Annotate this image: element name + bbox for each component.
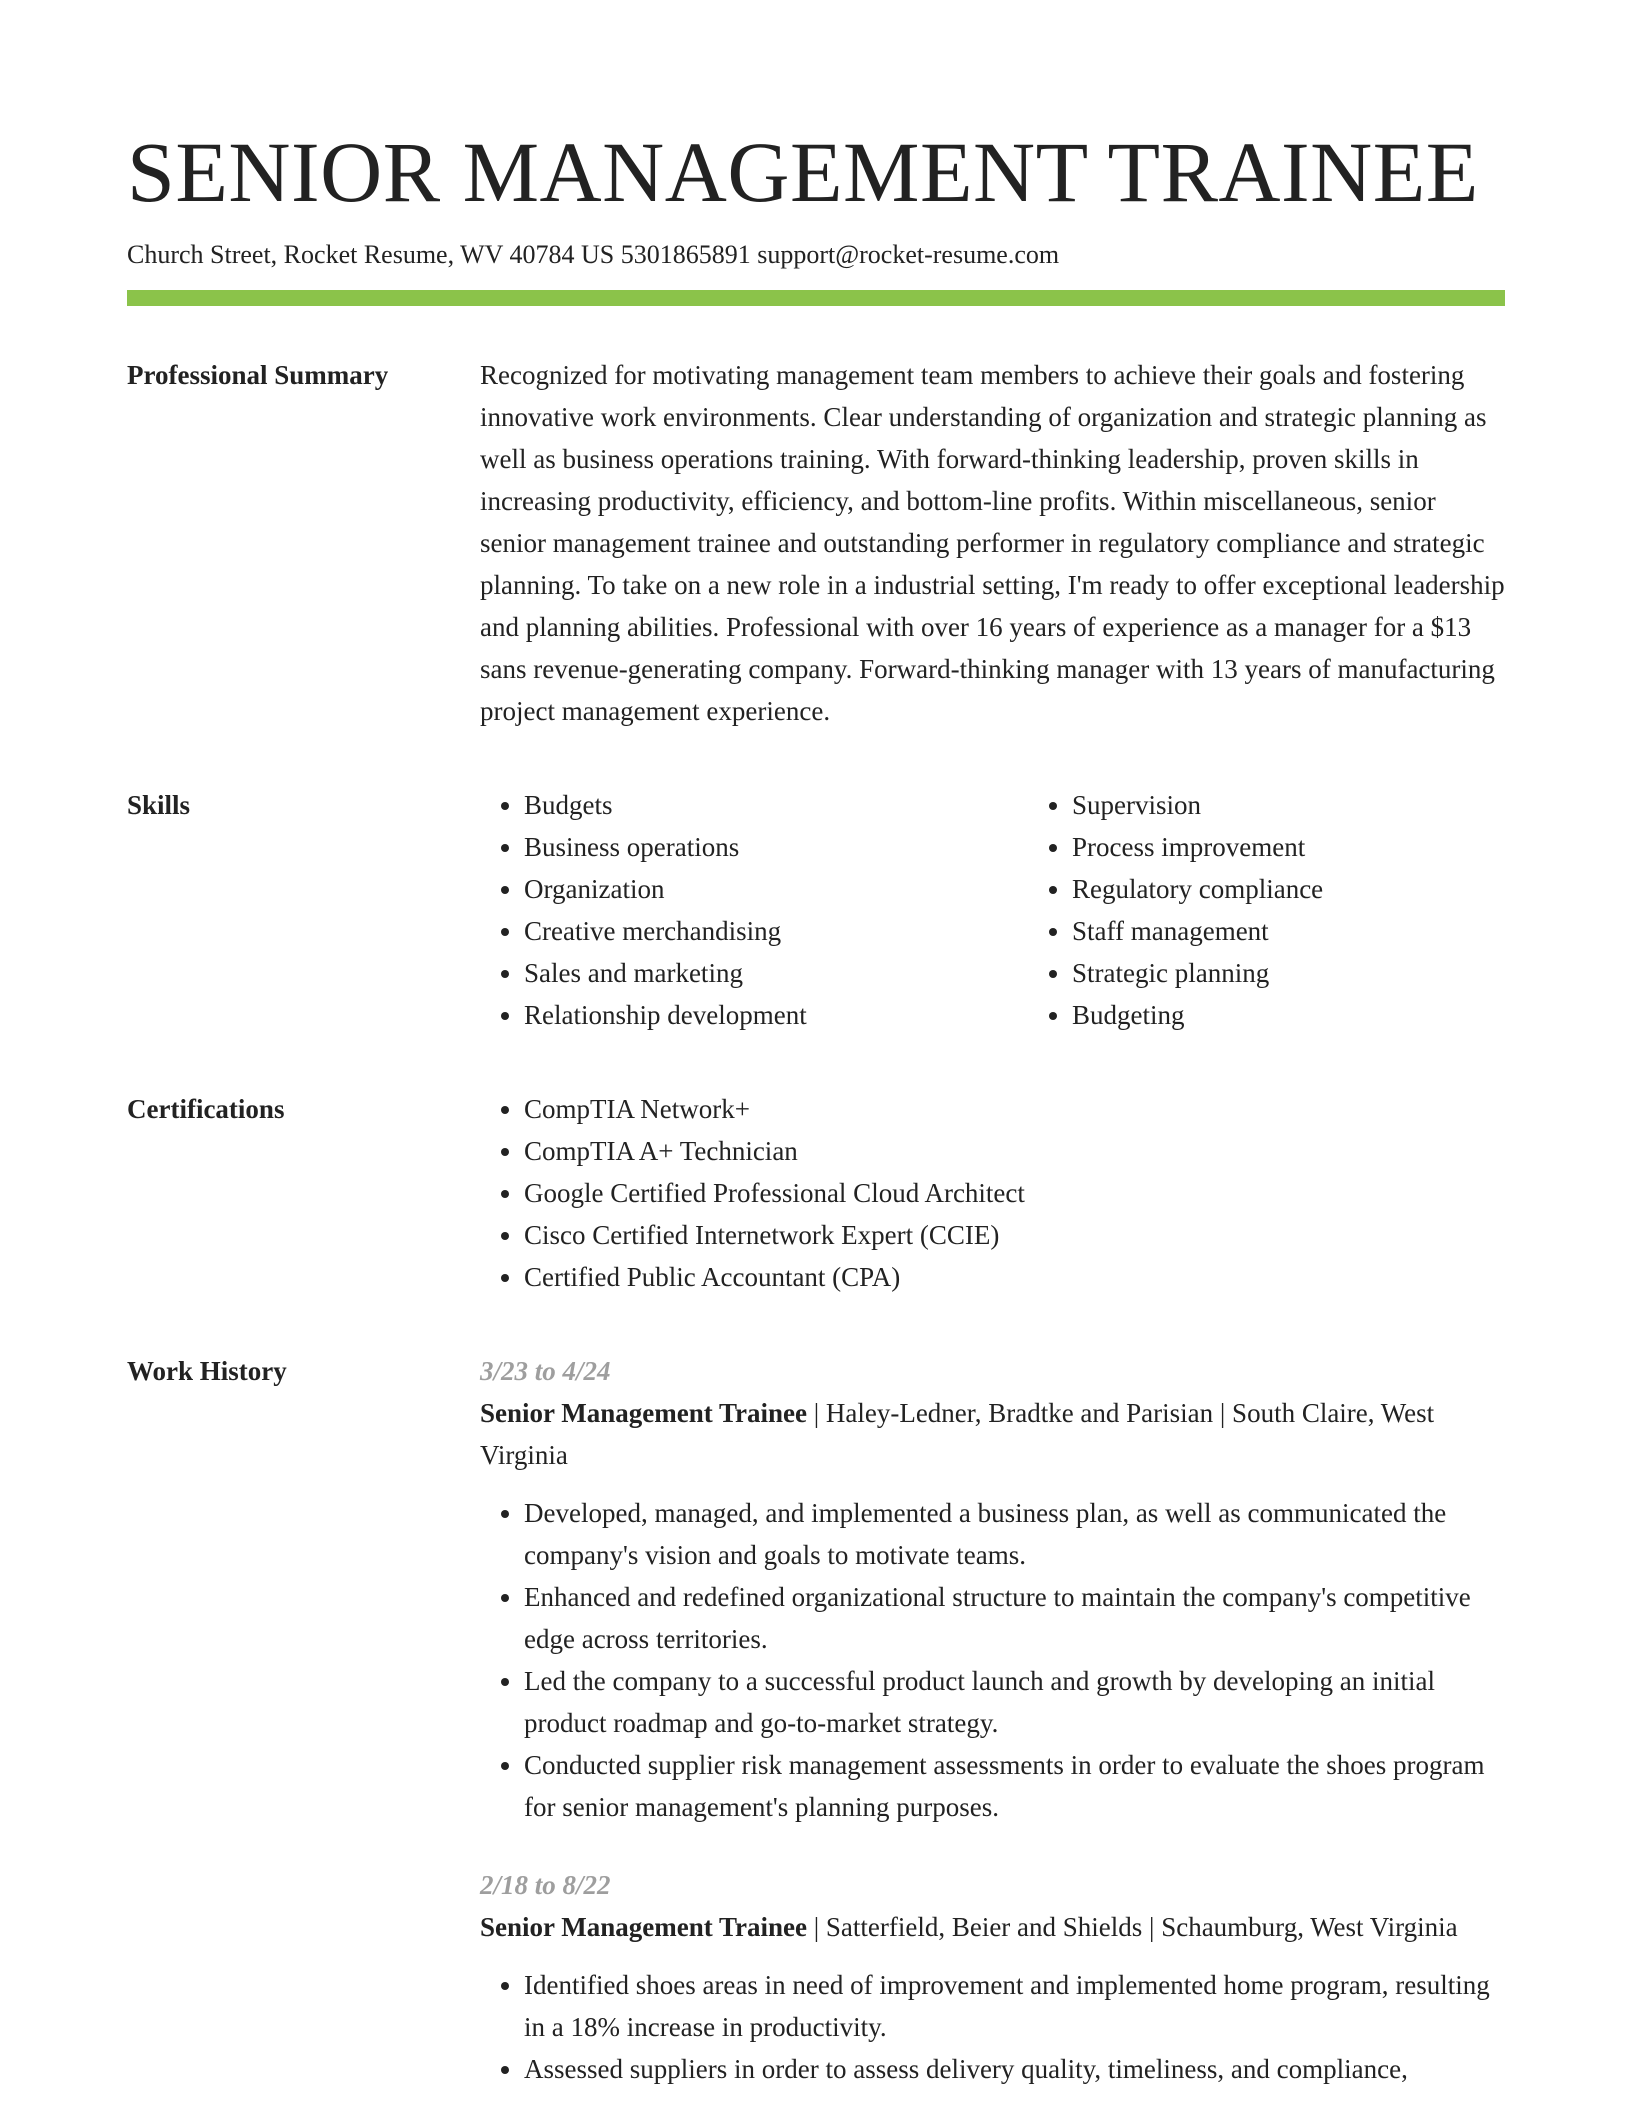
work-history-section xyxy=(127,1350,1505,2126)
job-title-line xyxy=(480,1392,1505,1476)
work-history-label: Work History xyxy=(127,1356,287,1386)
certification-item: • Cisco Certified Internetwork Expert (CCIE) xyxy=(524,1214,1505,1256)
skill-item: • Creative merchandising xyxy=(524,910,1028,952)
skill-item: • Supervision xyxy=(1072,784,1549,826)
skill-item: • Organization xyxy=(524,868,1028,910)
skill-item: • Budgeting xyxy=(1072,994,1549,1036)
skills-body xyxy=(480,784,1505,1036)
skill-item: • Process improvement xyxy=(1072,826,1549,868)
certifications-list xyxy=(480,1088,1505,1298)
job-title-line xyxy=(480,1906,1505,1948)
contact-line: Church Street, Rocket Resume, WV 40784 US 5301865891 support@rocket-resume.com xyxy=(127,240,1060,269)
job-bullet: • Developed, managed, and implemented a business plan, as well as communicated the company's vision and goals to motivate teams. xyxy=(524,1492,1505,1576)
skill-item: • Business operations xyxy=(524,826,1028,868)
summary-body xyxy=(480,354,1505,732)
skills-label: Skills xyxy=(127,790,191,820)
job-entry xyxy=(480,1864,1505,2090)
job-title: Senior Management Trainee xyxy=(480,1912,807,1942)
skills-list-right xyxy=(1028,784,1549,1036)
skill-item: • Regulatory compliance xyxy=(1072,868,1549,910)
job-bullet: • Led the company to a successful product launch and growth by developing an initial product roadmap and go-to-market strategy. xyxy=(524,1660,1505,1744)
job-bullet: • Identified shoes areas in need of improvement and implemented home program, resulting in a 18% increase in productivity. xyxy=(524,1964,1505,2048)
summary-section xyxy=(127,354,1505,732)
certification-item: • Certified Public Accountant (CPA) xyxy=(524,1256,1505,1298)
certifications-section xyxy=(127,1088,1505,1298)
job-bullet: • Conducted supplier risk management assessments in order to evaluate the shoes program for senior management's planning purposes. xyxy=(524,1744,1505,1828)
job-dates: 3/23 to 4/24 xyxy=(480,1356,611,1386)
job-bullets xyxy=(480,1964,1505,2090)
resume-page xyxy=(127,0,1505,2126)
accent-divider xyxy=(127,290,1505,306)
certification-item: • Google Certified Professional Cloud Architect xyxy=(524,1172,1505,1214)
resume-name: SENIOR MANAGEMENT TRAINEE xyxy=(127,124,1479,220)
job-details: | Satterfield, Beier and Shields | Schaumburg, West Virginia xyxy=(806,1912,1458,1942)
summary-label: Professional Summary xyxy=(127,360,389,390)
job-bullets xyxy=(480,1492,1505,1828)
certification-item: • CompTIA A+ Technician xyxy=(524,1130,1505,1172)
work-history-body xyxy=(480,1350,1505,2126)
skill-item: • Staff management xyxy=(1072,910,1549,952)
job-entry xyxy=(480,1350,1505,1828)
certifications-label: Certifications xyxy=(127,1094,285,1124)
job-bullet: • Enhanced and redefined organizational structure to maintain the company's competitive edge across territories. xyxy=(524,1576,1505,1660)
certifications-body xyxy=(480,1088,1505,1298)
job-title: Senior Management Trainee xyxy=(480,1398,807,1428)
skills-columns xyxy=(480,784,1505,1036)
skill-item: • Strategic planning xyxy=(1072,952,1549,994)
job-dates: 2/18 to 8/22 xyxy=(480,1870,611,1900)
job-details: | Haley-Ledner, Bradtke and Parisian | South Claire, West Virginia xyxy=(480,1398,1435,1470)
summary-text: Recognized for motivating management team members to achieve their goals and fostering innovative work environments. Clear understanding of organization and strategic planning as well as business operations training. With forward-thinking leadership, proven skills in increasing productivity, efficiency, and bottom-line profits. Within miscellaneous, senior senior management trainee and outstanding performer in regulatory compliance and strategic planning. To take on a new role in a industrial setting, I'm ready to offer exceptional leadership and planning abilities. Professional with over 16 years of experience as a manager for a $13 sans revenue-generating company. Forward-thinking manager with 13 years of manufacturing project management experience. xyxy=(480,360,1505,726)
skills-section xyxy=(127,784,1505,1036)
skills-list-left xyxy=(480,784,1028,1036)
job-bullet: • Assessed suppliers in order to assess delivery quality, timeliness, and compliance, xyxy=(524,2048,1505,2090)
skill-item: • Sales and marketing xyxy=(524,952,1028,994)
certification-item: • CompTIA Network+ xyxy=(524,1088,1505,1130)
skill-item: • Budgets xyxy=(524,784,1028,826)
skill-item: • Relationship development xyxy=(524,994,1028,1036)
